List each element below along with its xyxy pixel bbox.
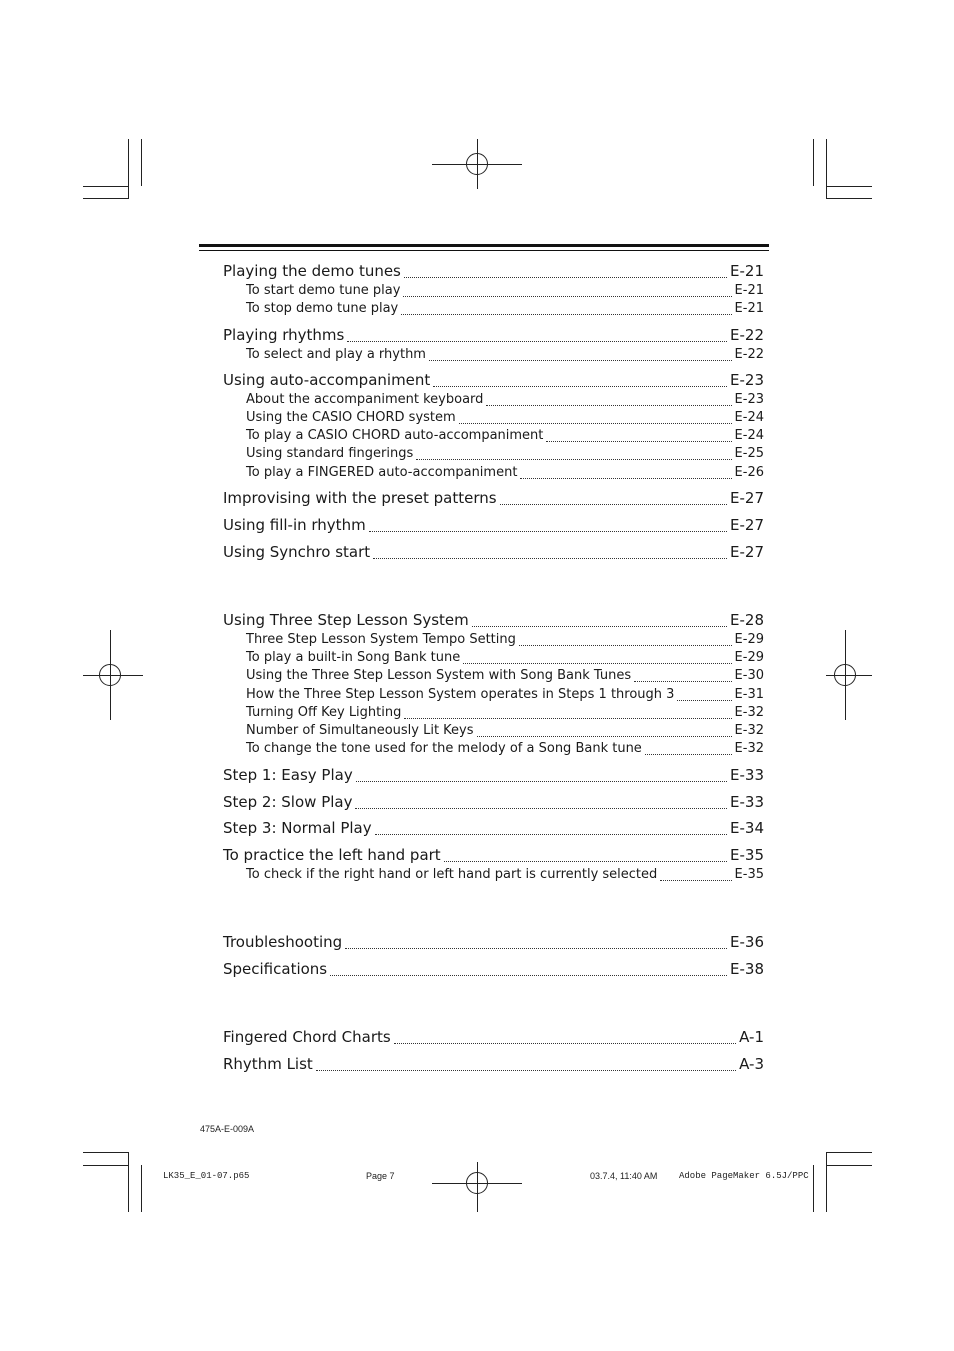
- crop-mark-line: [826, 1152, 827, 1212]
- toc-entry: [223, 933, 764, 953]
- crop-mark-line: [813, 1165, 814, 1212]
- toc-subentry-page: E-21: [734, 301, 764, 316]
- dot-leader: [477, 735, 732, 737]
- toc-entry-title: To practice the left hand part: [223, 846, 441, 864]
- toc-subentry-page: E-35: [734, 867, 764, 882]
- dot-leader: [634, 680, 731, 682]
- toc-subentry: [246, 283, 764, 300]
- toc-entry-title: Using auto-accompaniment: [223, 371, 431, 389]
- toc-subentry-title: How the Three Step Lesson System operates in Steps 1 through 3: [246, 687, 675, 702]
- toc-subentry: [246, 867, 764, 884]
- toc-entry-page: E-23: [730, 371, 764, 389]
- toc-entry: [223, 1028, 764, 1048]
- toc-entry-title: Fingered Chord Charts: [223, 1028, 391, 1046]
- crop-mark-line: [141, 139, 142, 186]
- toc-entry-page: E-28: [730, 611, 764, 629]
- toc-subentry-title: To play a CASIO CHORD auto-accompaniment: [246, 428, 544, 443]
- toc-entry-title: Using fill-in rhythm: [223, 516, 366, 534]
- toc-subentry-page: E-21: [734, 283, 764, 298]
- toc-subentry-page: E-29: [734, 650, 764, 665]
- toc-subentry-title: To stop demo tune play: [246, 301, 399, 316]
- toc-entry-title: Troubleshooting: [223, 933, 343, 951]
- crop-mark-line: [128, 139, 129, 199]
- dot-leader: [416, 458, 731, 460]
- crop-mark-line: [83, 1165, 129, 1166]
- dot-leader: [677, 699, 731, 701]
- toc-subentry-page: E-32: [734, 705, 764, 720]
- toc-entry-page: E-34: [730, 819, 764, 837]
- toc-entry: [223, 819, 764, 839]
- crop-mark-line: [826, 198, 872, 199]
- toc-entry: [223, 262, 764, 282]
- dot-leader: [369, 530, 727, 532]
- toc-entry: [223, 960, 764, 980]
- toc-subentry-title: Number of Simultaneously Lit Keys: [246, 723, 474, 738]
- toc-subentry-title: To start demo tune play: [246, 283, 401, 298]
- toc-subentry-title: To play a built-in Song Bank tune: [246, 650, 461, 665]
- toc-entry-page: E-33: [730, 793, 764, 811]
- dot-leader: [345, 947, 727, 949]
- dot-leader: [660, 879, 731, 881]
- toc-entry-page: E-35: [730, 846, 764, 864]
- dot-leader: [645, 753, 732, 755]
- crop-mark-line: [83, 186, 129, 187]
- toc-entry-title: Playing the demo tunes: [223, 262, 401, 280]
- crop-mark-line: [826, 139, 827, 199]
- toc-subentry: [246, 650, 764, 667]
- registration-target-icon: [99, 664, 121, 686]
- toc-subentry: [246, 392, 764, 409]
- app-name: Adobe PageMaker 6.5J/PPC: [679, 1171, 809, 1181]
- toc-entry-page: E-36: [730, 933, 764, 951]
- dot-leader: [433, 385, 727, 387]
- toc-entry-page: A-3: [739, 1055, 764, 1073]
- toc-entry-title: Rhythm List: [223, 1055, 313, 1073]
- toc-subentry-title: Using the Three Step Lesson System with Song Bank Tunes: [246, 668, 632, 683]
- toc-subentry: [246, 410, 764, 427]
- toc-subentry: [246, 741, 764, 758]
- toc-entry-title: Playing rhythms: [223, 326, 345, 344]
- crop-mark-line: [826, 186, 872, 187]
- toc-entry-page: E-33: [730, 766, 764, 784]
- dot-leader: [519, 644, 732, 646]
- toc-subentry-title: To change the tone used for the melody of a Song Bank tune: [246, 741, 642, 756]
- toc-subentry-title: Using the CASIO CHORD system: [246, 410, 456, 425]
- dot-leader: [316, 1069, 736, 1071]
- dot-leader: [404, 717, 731, 719]
- toc-entry: [223, 766, 764, 786]
- toc-entry-page: E-22: [730, 326, 764, 344]
- toc-entry: [223, 371, 764, 391]
- dot-leader: [404, 276, 727, 278]
- dot-leader: [444, 860, 727, 862]
- toc-subentry-title: To play a FINGERED auto-accompaniment: [246, 465, 518, 480]
- toc-subentry: [246, 705, 764, 722]
- toc-subentry-title: About the accompaniment keyboard: [246, 392, 484, 407]
- toc-entry-title: Step 3: Normal Play: [223, 819, 372, 837]
- dot-leader: [373, 557, 727, 559]
- toc-subentry: [246, 632, 764, 649]
- toc-subentry: [246, 301, 764, 318]
- toc-entry: [223, 846, 764, 866]
- toc-entry: [223, 611, 764, 631]
- registration-target-icon: [834, 664, 856, 686]
- toc-entry-page: E-27: [730, 516, 764, 534]
- toc-subentry-title: Turning Off Key Lighting: [246, 705, 402, 720]
- crop-mark-line: [83, 1152, 129, 1153]
- toc-entry-page: E-21: [730, 262, 764, 280]
- toc-subentry: [246, 446, 764, 463]
- dot-leader: [463, 662, 731, 664]
- toc-subentry: [246, 668, 764, 685]
- dot-leader: [356, 780, 727, 782]
- dot-leader: [403, 295, 731, 297]
- toc-subentry-title: Three Step Lesson System Tempo Setting: [246, 632, 516, 647]
- dot-leader: [486, 404, 731, 406]
- registration-target-icon: [466, 1172, 488, 1194]
- toc-subentry-page: E-29: [734, 632, 764, 647]
- toc-subentry-page: E-31: [734, 687, 764, 702]
- toc-entry-page: A-1: [739, 1028, 764, 1046]
- file-name: LK35_E_01-07.p65: [163, 1171, 250, 1181]
- toc-subentry-page: E-30: [734, 668, 764, 683]
- toc-subentry: [246, 723, 764, 740]
- dot-leader: [355, 807, 727, 809]
- dot-leader: [401, 313, 731, 315]
- crop-mark-line: [141, 1165, 142, 1212]
- toc-subentry-page: E-24: [734, 410, 764, 425]
- toc-subentry-title: Using standard fingerings: [246, 446, 414, 461]
- toc-subentry-page: E-26: [734, 465, 764, 480]
- crop-mark-line: [813, 139, 814, 186]
- toc-entry: [223, 516, 764, 536]
- toc-entry-title: Step 1: Easy Play: [223, 766, 353, 784]
- dot-leader: [459, 422, 732, 424]
- toc-entry: [223, 489, 764, 509]
- timestamp: 03.7.4, 11:40 AM: [590, 1171, 658, 1181]
- dot-leader: [375, 833, 727, 835]
- dot-leader: [347, 340, 727, 342]
- toc-subentry: [246, 465, 764, 482]
- toc-subentry: [246, 428, 764, 445]
- toc-subentry: [246, 687, 764, 704]
- toc-subentry-title: To check if the right hand or left hand part is currently selected: [246, 867, 658, 882]
- toc-entry-title: Using Synchro start: [223, 543, 371, 561]
- toc-entry: [223, 1055, 764, 1075]
- dot-leader: [394, 1042, 736, 1044]
- registration-target-icon: [466, 153, 488, 175]
- toc-subentry-title: To select and play a rhythm: [246, 347, 426, 362]
- crop-mark-line: [128, 1152, 129, 1212]
- dot-leader: [429, 359, 732, 361]
- toc-entry-page: E-27: [730, 489, 764, 507]
- toc-entry-title: Using Three Step Lesson System: [223, 611, 469, 629]
- dot-leader: [500, 503, 727, 505]
- dot-leader: [546, 440, 731, 442]
- crop-mark-line: [826, 1152, 872, 1153]
- dot-leader: [472, 625, 727, 627]
- toc-entry-title: Improvising with the preset patterns: [223, 489, 497, 507]
- header-rule-thick: [199, 244, 769, 247]
- toc-entry-title: Step 2: Slow Play: [223, 793, 353, 811]
- toc-entry-title: Specifications: [223, 960, 328, 978]
- toc-entry-page: E-27: [730, 543, 764, 561]
- toc-subentry-page: E-32: [734, 741, 764, 756]
- page-label: Page 7: [366, 1171, 395, 1181]
- toc-subentry-page: E-24: [734, 428, 764, 443]
- toc-entry: [223, 793, 764, 813]
- crop-mark-line: [826, 1165, 872, 1166]
- toc-subentry: [246, 347, 764, 364]
- dot-leader: [330, 974, 727, 976]
- toc-subentry-page: E-23: [734, 392, 764, 407]
- toc-entry-page: E-38: [730, 960, 764, 978]
- doc-code: 475A-E-009A: [200, 1124, 255, 1134]
- header-rule-thin: [199, 250, 769, 251]
- toc-subentry-page: E-32: [734, 723, 764, 738]
- toc-entry: [223, 326, 764, 346]
- toc-subentry-page: E-25: [734, 446, 764, 461]
- toc-subentry-page: E-22: [734, 347, 764, 362]
- dot-leader: [520, 477, 731, 479]
- crop-mark-line: [83, 198, 129, 199]
- toc-entry: [223, 543, 764, 563]
